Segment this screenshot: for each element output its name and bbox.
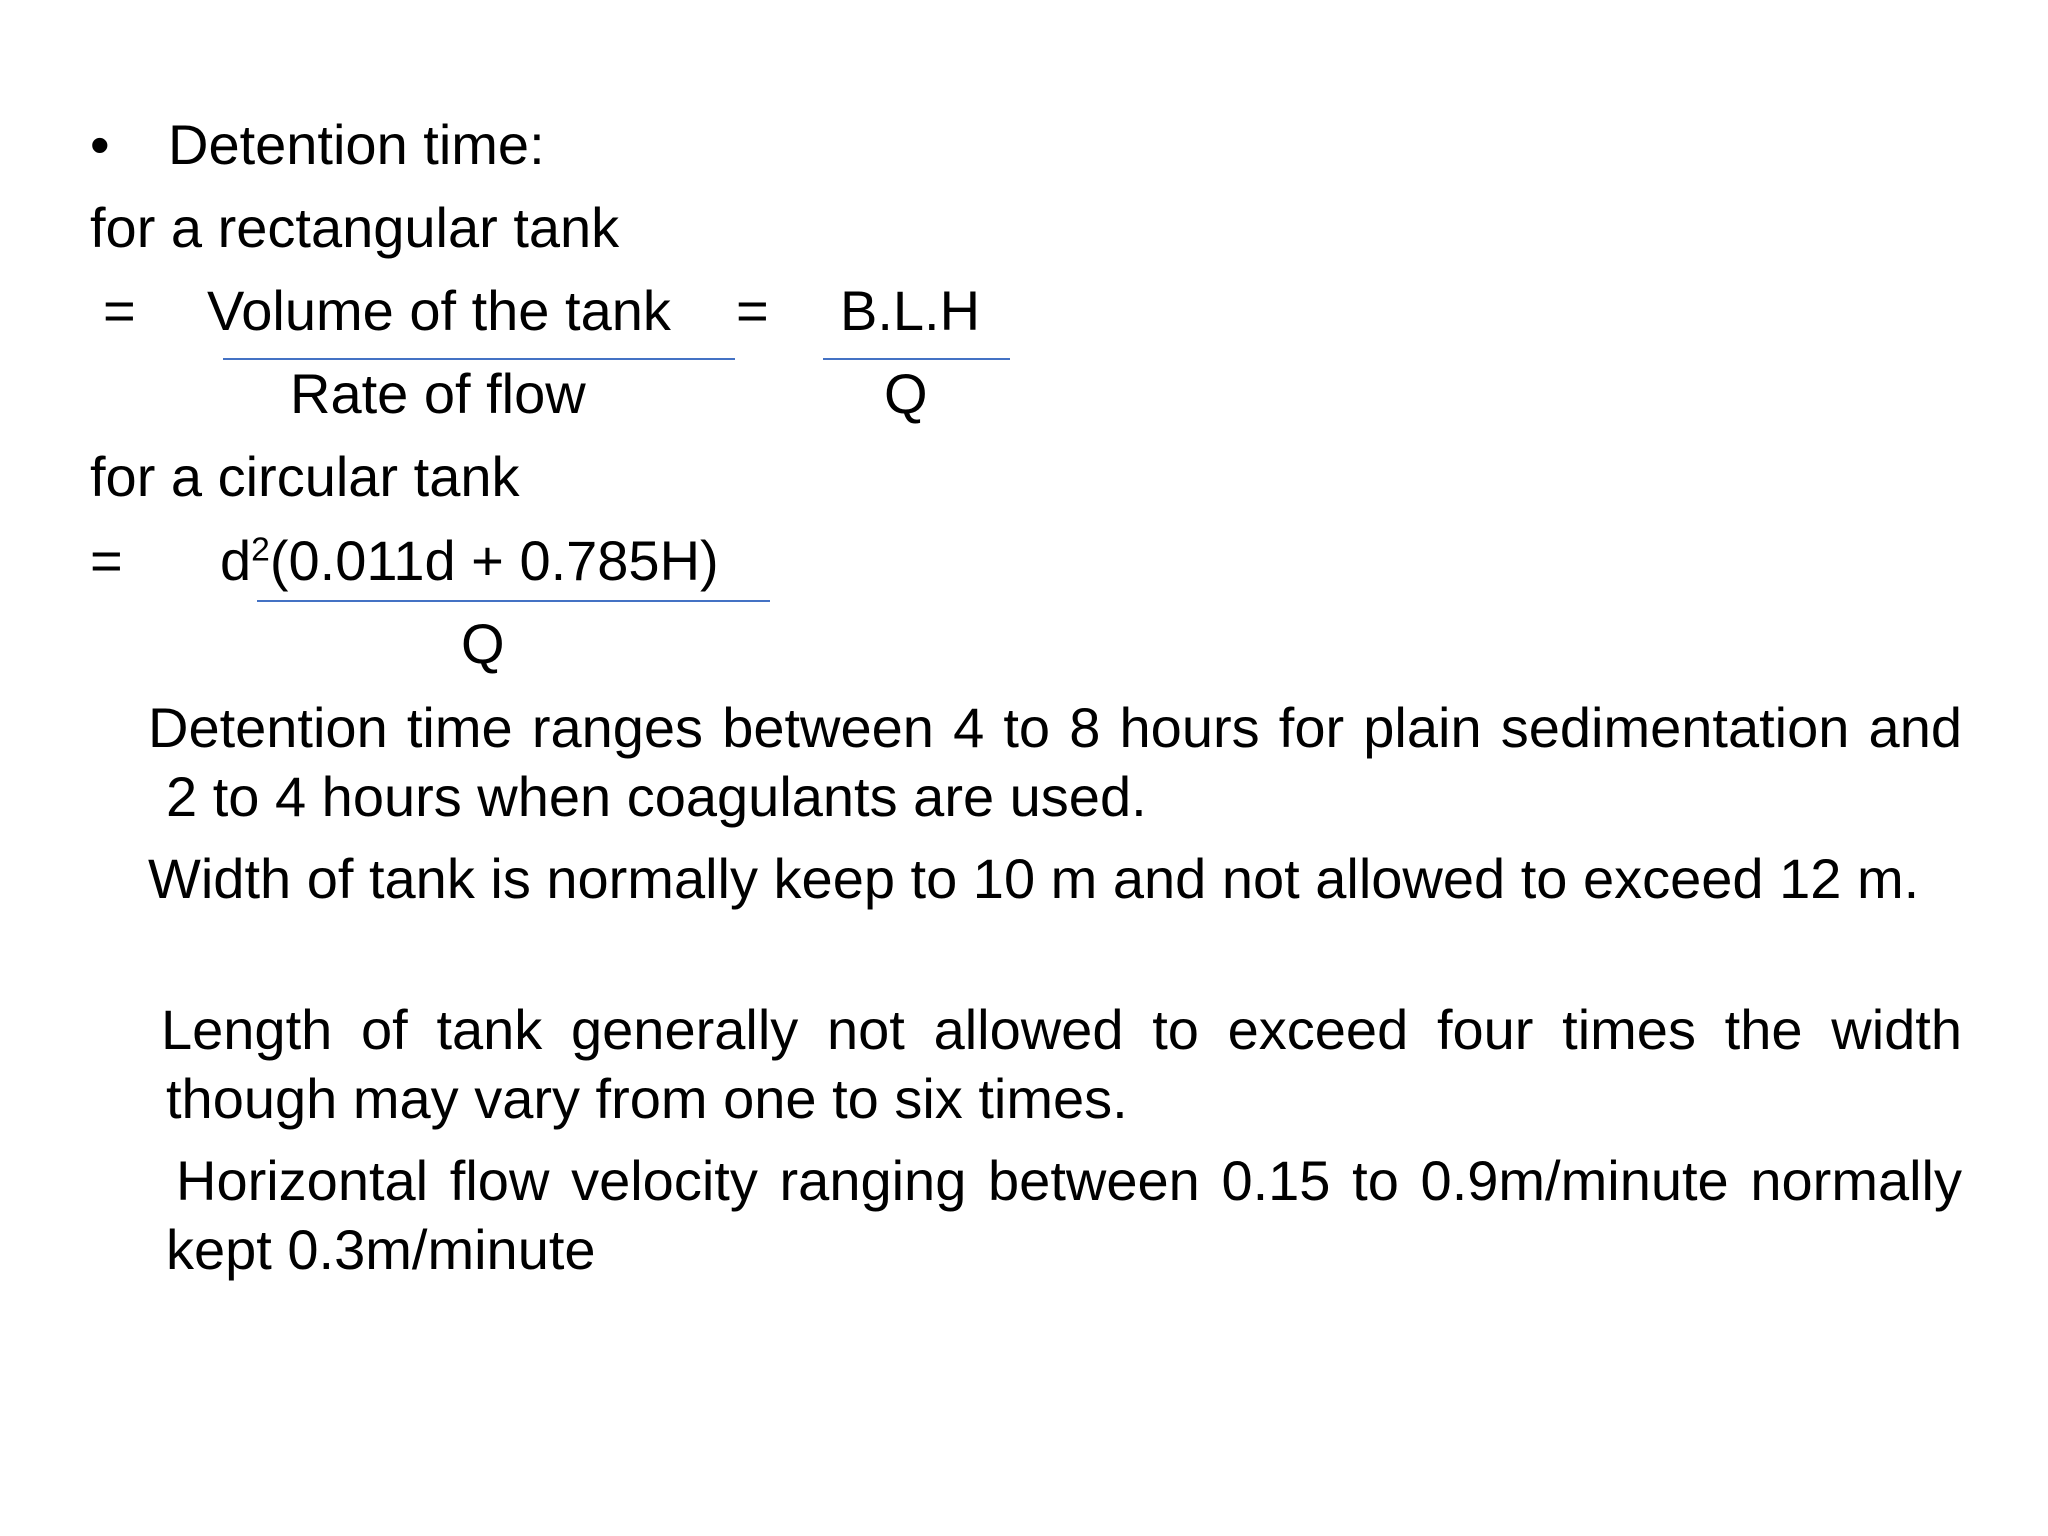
circular-numerator: [220, 529, 719, 592]
paragraph-flow-velocity: Horizontal flow velocity ranging between 0.15 to 0.9m/minute normally kept 0.3m/minute: [166, 1149, 1962, 1281]
rectangular-numerator: Volume of the tank: [207, 279, 671, 342]
rectangular-numerator-2: B.L.H: [840, 279, 981, 342]
rectangular-fraction-bar: [223, 358, 735, 360]
circular-fraction-bar: [257, 600, 770, 602]
bullet-marker: •: [90, 113, 110, 176]
circular-label: for a circular tank: [90, 445, 520, 508]
rectangular-equals-2: =: [736, 279, 769, 342]
rectangular-denominator: Rate of flow: [290, 362, 586, 425]
rectangular-equals-1: =: [103, 279, 136, 342]
rectangular-label: for a rectangular tank: [90, 196, 620, 259]
circular-numerator-exponent: 2: [251, 531, 270, 569]
bullet-heading: Detention time:: [168, 113, 545, 176]
circular-numerator-rest: (0.011d + 0.785H): [269, 529, 719, 592]
rectangular-fraction-bar-2: [823, 358, 1010, 360]
rectangular-denominator-2: Q: [884, 362, 928, 425]
paragraph-tank-width: Width of tank is normally keep to 10 m and not allowed to exceed 12 m.: [148, 847, 1920, 910]
circular-numerator-base: d: [220, 529, 252, 592]
paragraph-tank-length: Length of tank generally not allowed to exceed four times the width though may vary from one to six times.: [161, 998, 1962, 1130]
circular-denominator: Q: [461, 612, 505, 675]
paragraph-detention-range: Detention time ranges between 4 to 8 hours for plain sedimentation and 2 to 4 hours when coagulants are used.: [148, 696, 1962, 828]
circular-equals: =: [90, 529, 123, 592]
